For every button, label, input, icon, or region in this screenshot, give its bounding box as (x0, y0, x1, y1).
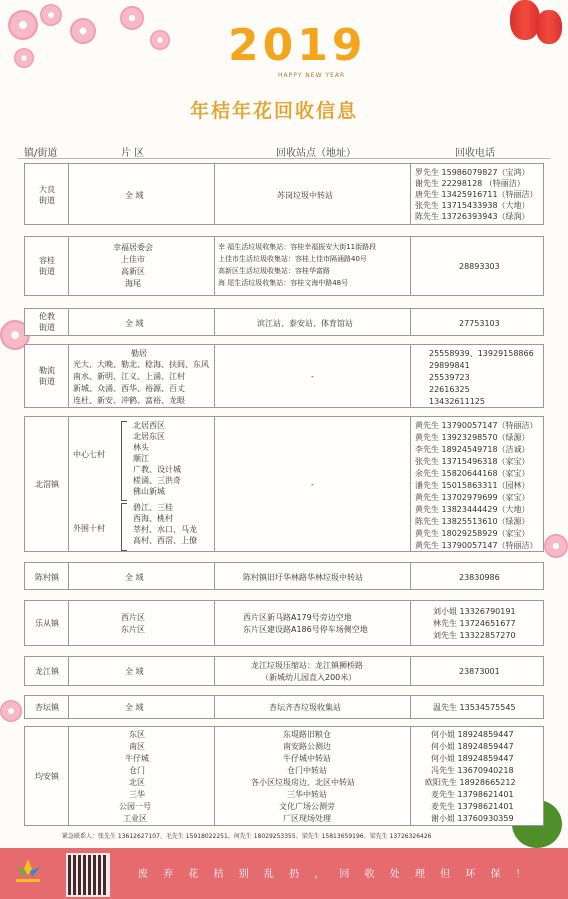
phone-text: 唐先生 13425916711（特丽洁） (415, 190, 538, 199)
area-text: 牛仔城 (125, 754, 149, 763)
phone-text: 22616325 (429, 385, 470, 394)
area-text: 东区 (129, 730, 145, 739)
area-text: 上佳市 (121, 255, 145, 264)
site-text: （新城幼儿园直入200米） (261, 673, 357, 682)
phone-text: 陈先生 13726393943（绿润） (415, 212, 530, 221)
phone-text: 29899841 (429, 361, 470, 370)
site-text: 仓门中转站 (287, 766, 327, 775)
town-name: 大良 街道 (39, 185, 55, 205)
phone-text: 28893303 (459, 262, 500, 271)
phone-text: 潘先生 15015863311（园林） (415, 481, 530, 490)
logo-icon (10, 855, 46, 885)
village-text: 顺江 (133, 454, 149, 463)
phone-text: 23830986 (459, 573, 500, 582)
area-text: 光大、大晚、勒北、稔海、扶闾、东风 (73, 360, 209, 369)
year-title: 2019 (228, 20, 367, 71)
header-divider (18, 158, 550, 159)
peach-blossom-icon (8, 10, 38, 40)
row-leliu (24, 344, 544, 408)
page-title: 年桔年花回收信息 (190, 100, 359, 122)
village-text: 槎涌、三洪奇 (133, 476, 181, 485)
area-text: 公园一号 (119, 802, 151, 811)
site-text: 滨江站、泰安站、体育馆站 (257, 319, 353, 328)
phone-text: 张先生 13715433938（大地） (415, 201, 530, 210)
row-daliang (24, 163, 544, 225)
phone-text: 黄先生 13823444429（大地） (415, 505, 530, 514)
site-text: 南安路公测边 (283, 742, 331, 751)
phone-text: 何小姐 18924859447 (431, 742, 514, 751)
phone-text: 黄先生 13790057147（特丽洁） (415, 421, 538, 430)
village-text: 北居西区 (133, 421, 165, 430)
phone-text: 何小姐 18924859447 (431, 730, 514, 739)
phone-text: 黄先生 13923298570（绿源） (415, 433, 530, 442)
col-area: 片 区 (121, 148, 145, 159)
peach-blossom-icon (70, 18, 96, 44)
peach-blossom-icon (40, 4, 62, 26)
phone-text: 何小姐 18924859447 (431, 754, 514, 763)
row-beijiao (24, 416, 544, 552)
site-text: 上佳市生活垃圾收集站：容桂上佳市隔涌路40号 (218, 255, 367, 263)
area-text: 三华 (129, 790, 145, 799)
phone-text: 27753103 (459, 319, 500, 328)
peach-blossom-icon (150, 30, 170, 50)
area-text: 全 域 (125, 191, 144, 200)
village-text: 佛山新城 (133, 487, 165, 496)
col-site: 回收站点（地址） (276, 148, 356, 159)
area-text: 海尾 (125, 279, 141, 288)
site-text: 海 尾生活垃圾收集站：容桂文海中路48号 (218, 279, 349, 287)
phone-text: 25558939、13929158866 (429, 349, 534, 358)
site-text: 龙江垃圾压缩站：龙江镇狮桥路 (251, 661, 363, 670)
site-text: 牛仔城中转站 (283, 754, 331, 763)
village-text: 广教、设计城 (133, 465, 181, 474)
town-name: 乐从镇 (35, 619, 59, 628)
row-chencun (24, 562, 544, 590)
lantern-icon (536, 10, 562, 44)
phone-text: 麦先生 13798621401 (431, 790, 514, 799)
phone-text: 黄先生 13790057147（特丽洁） (415, 541, 538, 550)
peach-blossom-icon (14, 48, 34, 68)
town-name: 容桂 街道 (39, 256, 55, 276)
area-text: 新城、众涌、西华、裕源、百丈 (73, 384, 185, 393)
site-text: 东片区建设路A186号停车场侧空地 (243, 625, 368, 634)
qr-code-icon (66, 853, 110, 897)
group-label: 中心七村 (73, 450, 105, 459)
peach-blossom-icon (0, 700, 22, 722)
area-text: 西片区 (121, 613, 145, 622)
town-name: 杏坛镇 (35, 703, 59, 712)
area-text: 北区 (129, 778, 145, 787)
village-text: 碧江、三桂 (133, 503, 173, 512)
village-text: 莘村、水口、马龙 (133, 525, 197, 534)
row-longjiang (24, 656, 544, 686)
town-name: 陈村镇 (35, 573, 59, 582)
site-text: 各小区垃圾房边、北区中转站 (251, 778, 355, 787)
header (0, 0, 568, 140)
area-text: 连杜、新安、冲鹤、富裕、龙眼 (73, 396, 185, 405)
phone-text: 谢先生 22298128 （特丽洁） (415, 179, 525, 188)
brace (121, 421, 127, 501)
peach-blossom-icon (120, 6, 144, 30)
area-text: 南水、新明、江义、上涌、江村 (73, 372, 185, 381)
phone-text: 黄先生 13702979699（家宝） (415, 493, 530, 502)
col-phone: 回收电话 (455, 148, 495, 159)
town-name: 北滘镇 (35, 480, 59, 489)
site-text: 厂区现场处理 (283, 814, 331, 823)
village-text: 北居东区 (133, 432, 165, 441)
col-town: 镇/街道 (24, 148, 58, 159)
area-text: 工业区 (123, 814, 147, 823)
phone-text: 麦先生 13798621401 (431, 802, 514, 811)
area-text: 南区 (129, 742, 145, 751)
site-text: 杏坛齐杏垃圾收集站 (269, 703, 341, 712)
footer-slogan: 废 弃 花 桔 别 乱 扔 ， 回 收 处 理 但 环 保 ！ (138, 869, 532, 880)
phone-text: 谢小姐 13760930359 (431, 814, 514, 823)
village-text: 林头 (133, 443, 149, 452)
phone-text: 温先生 13534575545 (433, 703, 516, 712)
town-name: 龙江镇 (35, 667, 59, 676)
phone-text: 刘小姐 13326790191 (433, 607, 516, 616)
row-lunjiao (24, 308, 544, 336)
site-text: 幸 福生活垃圾收集站：容桂幸福振安大街11街路段 (218, 243, 377, 251)
phone-text: 林先生 13724651677 (433, 619, 516, 628)
area-text: 东片区 (121, 625, 145, 634)
phone-text: 张先生 13715496318（家宝） (415, 457, 530, 466)
site-text: 高新区生活垃圾收集站：容桂华富路 (218, 267, 330, 275)
area-text: 幸福居委会 (113, 243, 153, 252)
group-label: 外围十村 (73, 524, 105, 533)
village-text: 西海、桃村 (133, 514, 173, 523)
area-text: 高新区 (121, 267, 145, 276)
site-text: 苏岗垃圾中转站 (277, 191, 333, 200)
phone-text: 李先生 18924549718（洁诚） (415, 445, 530, 454)
area-text: 仓门 (129, 766, 145, 775)
town-name: 勒流 街道 (39, 366, 55, 386)
site-text: 西片区新马路A179号旁边空地 (243, 613, 352, 622)
area-text: 全 域 (125, 573, 144, 582)
area-text: 全 域 (125, 667, 144, 676)
phone-text: 冯先生 13670940218 (431, 766, 514, 775)
emergency-contacts: 紧急联系人：张先生 13612627107、毛先生 15918022251、何先生 18029253355、梁先生 15813659196、梁先生 13726326426 (62, 833, 432, 840)
site-text: 东堤路旧粮仓 (283, 730, 331, 739)
site-text: - (311, 480, 314, 489)
row-junan (24, 726, 544, 826)
site-text: - (311, 372, 314, 381)
row-ronggui (24, 236, 544, 296)
phone-text: 欧阳先生 18928665212 (425, 778, 516, 787)
town-name: 伦教 街道 (39, 312, 55, 332)
happy-new-year-text: HAPPY NEW YEAR (278, 72, 346, 79)
phone-text: 余先生 15820644168（家宝） (415, 469, 530, 478)
phone-text: 陈先生 13825513610（绿源） (415, 517, 530, 526)
site-text: 文化广场公测旁 (279, 802, 335, 811)
site-text: 陈村镇旧圩华林路华林垃圾中转站 (243, 573, 363, 582)
phone-text: 黄先生 18029258929（家宝） (415, 529, 530, 538)
village-text: 高村、西滘、上僚 (133, 536, 197, 545)
phone-text: 23873001 (459, 667, 500, 676)
phone-text: 刘先生 13322857270 (433, 631, 516, 640)
area-text: 勒居 (131, 349, 147, 358)
phone-text: 25539723 (429, 373, 470, 382)
phone-text: 罗先生 15986079827（宝鸿） (415, 168, 530, 177)
site-text: 三华中转站 (287, 790, 327, 799)
area-text: 全 域 (125, 319, 144, 328)
peach-blossom-icon (544, 534, 568, 558)
row-xingtan (24, 695, 544, 719)
brace (121, 503, 127, 551)
town-name: 均安镇 (35, 772, 59, 781)
phone-text: 13432611125 (429, 397, 485, 406)
area-text: 全 域 (125, 703, 144, 712)
row-lecong (24, 600, 544, 646)
